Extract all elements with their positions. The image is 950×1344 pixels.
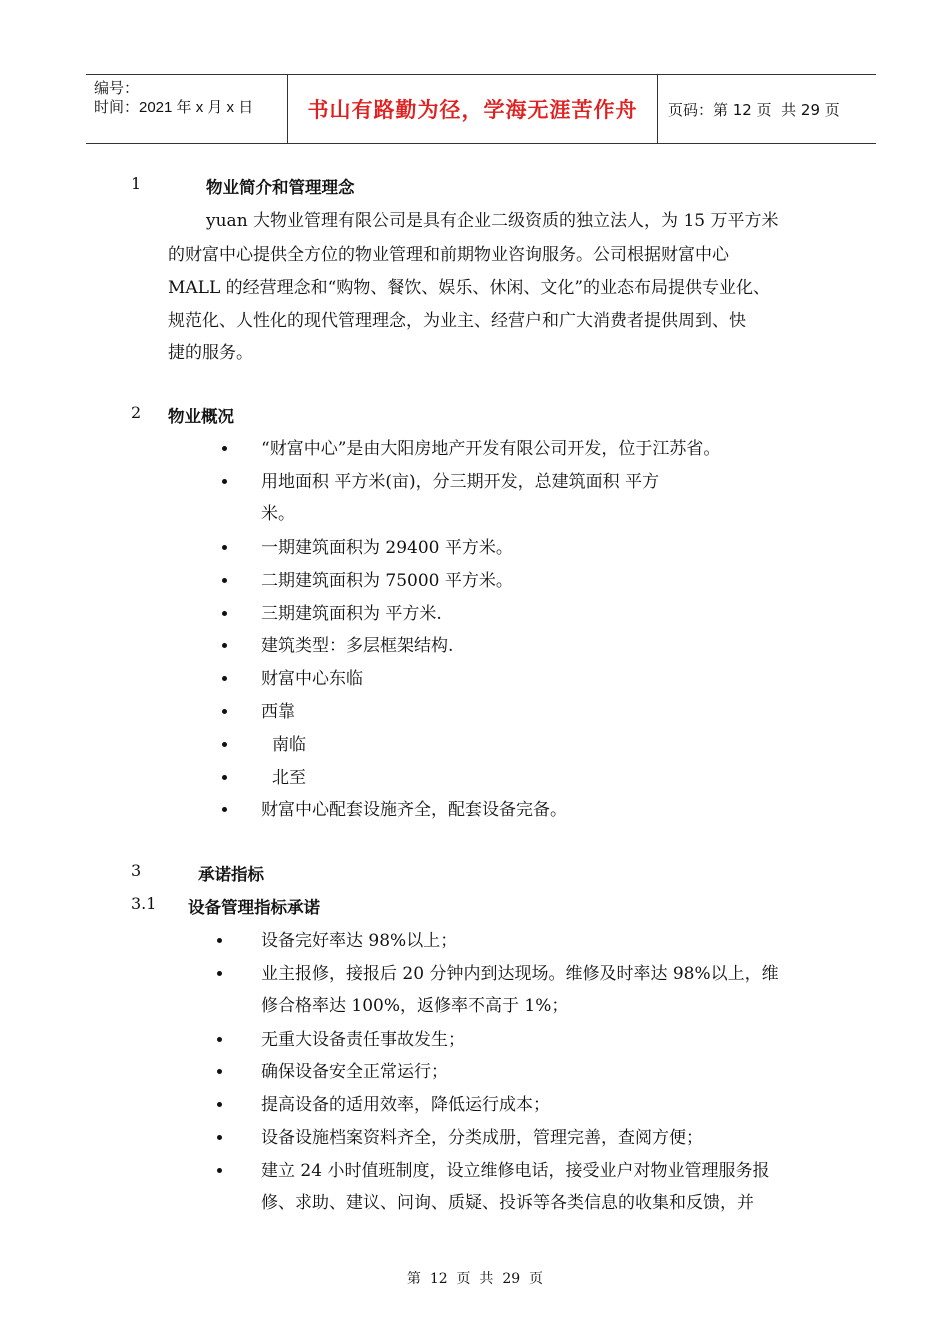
list-item: 财富中心东临 xyxy=(261,669,363,689)
list-item-continuation: 修合格率达 100%，返修率不高于 1%； xyxy=(261,996,569,1016)
section-1-title: 物业简介和管理理念 xyxy=(206,178,355,197)
page-header xyxy=(86,74,876,144)
bullet-icon xyxy=(217,1069,222,1074)
bullet-icon xyxy=(222,742,227,747)
paragraph-line: MALL 的经营理念和“购物、餐饮、娱乐、休闲、文化”的业态布局提供专业化、 xyxy=(168,278,771,298)
bullet-icon xyxy=(222,643,227,648)
section-2-title: 物业概况 xyxy=(168,407,234,426)
footer-page-number: 第 12 页 共 29 页 xyxy=(406,1271,544,1287)
bullet-icon xyxy=(222,807,227,812)
section-2-number: 2 xyxy=(131,403,142,422)
bullet-icon xyxy=(217,1168,222,1173)
page-footer xyxy=(0,1268,950,1288)
list-item: 财富中心配套设施齐全，配套设备完备。 xyxy=(261,800,567,820)
bullet-icon xyxy=(222,578,227,583)
paragraph-line: 的财富中心提供全方位的物业管理和前期物业咨询服务。公司根据财富中心 xyxy=(168,245,729,265)
list-item: 确保设备安全正常运行； xyxy=(261,1062,448,1082)
time-label: 时间：2021 年 x 月 x 日 xyxy=(94,99,254,116)
bullet-icon xyxy=(222,709,227,714)
list-item: 建立 24 小时值班制度，设立维修电话，接受业户对物业管理服务报 xyxy=(261,1161,770,1181)
list-item: 一期建筑面积为 29400 平方米。 xyxy=(261,538,513,558)
subsection-3-1-number: 3.1 xyxy=(131,894,157,913)
subsection-3-1-title: 设备管理指标承诺 xyxy=(188,898,320,917)
bullet-icon xyxy=(222,676,227,681)
header-meta xyxy=(86,75,287,143)
list-item: 用地面积 平方米(亩)，分三期开发，总建筑面积 平方 xyxy=(261,472,660,492)
header-page-info xyxy=(658,75,876,143)
paragraph-line: 规范化、人性化的现代管理理念，为业主、经营户和广大消费者提供周到、快 xyxy=(168,311,746,331)
bullet-icon xyxy=(222,611,227,616)
list-item: 无重大设备责任事故发生； xyxy=(261,1030,465,1050)
bullet-icon xyxy=(222,446,227,451)
list-item: 南临 xyxy=(272,735,306,755)
bullet-icon xyxy=(217,938,222,943)
bullet-icon xyxy=(217,1037,222,1042)
list-item: 提高设备的适用效率，降低运行成本； xyxy=(261,1095,550,1115)
section-3-number: 3 xyxy=(131,861,142,880)
bullet-icon xyxy=(217,971,222,976)
section-3-title: 承诺指标 xyxy=(198,865,264,884)
list-item: 设备完好率达 98%以上； xyxy=(261,931,458,951)
list-item-continuation: 修、求助、建议、问询、质疑、投诉等各类信息的收集和反馈，并 xyxy=(261,1193,754,1213)
list-item: “财富中心”是由大阳房地产开发有限公司开发，位于江苏省。 xyxy=(261,439,721,459)
section-1-number: 1 xyxy=(131,174,142,193)
list-item: 二期建筑面积为 75000 平方米。 xyxy=(261,571,513,591)
bullet-icon xyxy=(222,479,227,484)
header-motto: 书山有路勤为径，学海无涯苦作舟 xyxy=(287,75,658,143)
list-item: 西靠 xyxy=(261,702,295,722)
list-item: 建筑类型：多层框架结构. xyxy=(261,636,454,656)
bullet-icon xyxy=(222,545,227,550)
list-item: 设备设施档案资料齐全，分类成册，管理完善，查阅方便； xyxy=(261,1128,703,1148)
bullet-icon xyxy=(217,1102,222,1107)
bullet-icon xyxy=(217,1135,222,1140)
bullet-icon xyxy=(222,775,227,780)
paragraph-line: yuan 大物业管理有限公司是具有企业二级资质的独立法人，为 15 万平方米 xyxy=(206,211,779,231)
list-item: 三期建筑面积为 平方米. xyxy=(261,604,442,624)
paragraph-line: 捷的服务。 xyxy=(168,343,253,363)
list-item: 业主报修，接报后 20 分钟内到达现场。维修及时率达 98%以上，维 xyxy=(261,964,779,984)
list-item: 北至 xyxy=(272,768,306,788)
number-label: 编号： xyxy=(94,80,140,97)
list-item-continuation: 米。 xyxy=(261,504,295,524)
page-info-text: 页码：第 12 页 共 29 页 xyxy=(668,100,840,119)
